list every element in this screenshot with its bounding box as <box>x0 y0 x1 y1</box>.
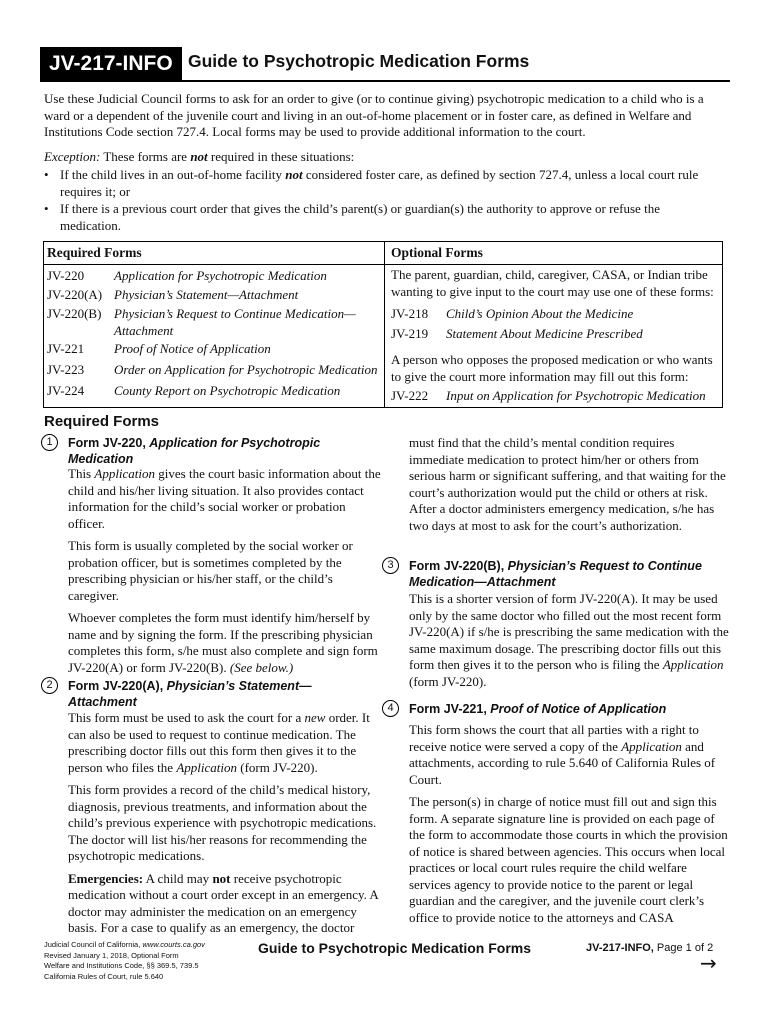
exception-bullet-2: • If there is a previous court order that gives the child’s parent(s) or guardian(s) the authority to approve or refuse the medication. <box>44 201 724 234</box>
item-2-body <box>68 710 383 943</box>
required-forms-header: Required Forms <box>47 245 142 260</box>
item-number-2: 2 <box>41 677 58 694</box>
table-divider <box>384 242 385 407</box>
table-row-name: Proof of Notice of Application <box>114 341 271 356</box>
item-1-paragraph-3: Whoever completes the form must identify him/herself by name and by signing the form. If the prescribing physician completes this form, s/he must also complete and sign form JV-220(A) or form JV-220(B). (See below.) <box>68 610 378 675</box>
title-bar <box>40 47 730 80</box>
exception-text: These forms are <box>100 149 191 164</box>
table-row-name: Order on Application for Psychotropic Medication <box>114 362 378 377</box>
forms-table <box>43 241 723 408</box>
page-title: Guide to Psychotropic Medication Forms <box>188 51 530 71</box>
table-header-rule <box>44 264 722 265</box>
exception-text-after: required in these situations: <box>207 149 355 164</box>
table-row-code: JV-220(B) <box>47 306 102 321</box>
form-number-badge: JV-217-INFO <box>40 47 182 80</box>
item-1-paragraph-1: This Application gives the court basic information about the child and his/her living situation. It also provides contact information for the child’s social worker or probation officer. <box>68 466 381 531</box>
item-2-paragraph-3: Emergencies: A child may not receive psychotropic medication without a court order except in an emergency. A doctor may administer the medication on an emergency basis. For a case to qualify as an emergency, the doctor <box>68 870 379 935</box>
exception-line <box>44 149 724 166</box>
item-4-paragraph-1: This form shows the court that all parties with a right to receive notice were served a copy of the Application and attachments, according to rule 5.640 of California Rules of Court. <box>409 722 716 787</box>
item-1-body <box>68 466 383 682</box>
exception-bullet-1: • If the child lives in an out-of-home facility not considered foster care, as defined by section 727.4, unless a local court rule requires it; or <box>44 167 724 200</box>
intro-paragraph: Use these Judicial Council forms to ask for an order to give (or to continue giving) psychotropic medication to a child who is a ward or a dependent of the juvenile court and living in an out-of-home placement or in foster care, as defined in Welfare and Institutions Code section 727.4. Local forms may be used to provide additional information to the court. <box>44 91 704 139</box>
item-2-heading: 2 Form JV-220(A), Physician’s Statement—Attachment <box>68 678 368 710</box>
table-row-code: JV-222 <box>391 388 429 403</box>
item-1-paragraph-2: This form is usually completed by the social worker or probation officer, but is sometimes completed by the prescribing physician or his/her staff, or the child’s caregiver. <box>68 538 353 603</box>
item-2-paragraph-2: This form provides a record of the child’s medical history, diagnosis, previous treatments, and information about the child’s previous experience with psychotropic medications. The doctor will list his/her reasons for recommending the psychotropic medications. <box>68 782 377 863</box>
table-row-name: Physician’s Statement—Attachment <box>114 287 299 302</box>
table-row-name: Application for Psychotropic Medication <box>114 268 327 283</box>
item-4-heading: 4 Form JV-221, Proof of Notice of Application <box>409 701 729 717</box>
section-heading: Required Forms <box>44 413 160 430</box>
footer-page-number: JV-217-INFO, Page 1 of 2 <box>586 942 714 954</box>
footer-citation: Judicial Council of California, www.courts.ca.gov Revised January 1, 2018, Optional Form Welfare and Institutions Code, §§ 369.5, 739.5 California Rules of Court, rule 5.640 <box>44 940 205 981</box>
next-page-arrow-icon: → <box>700 951 717 975</box>
table-row-name: Physician’s Request to Continue Medication—Attachment <box>114 306 356 338</box>
optional-forms-header: Optional Forms <box>391 245 483 260</box>
table-row-code: JV-218 <box>391 306 429 321</box>
exception-label: Exception: <box>44 149 101 164</box>
item-4-body <box>409 722 729 932</box>
title-rule <box>40 80 730 82</box>
item-3-body <box>409 591 729 696</box>
item-2-continued: must find that the child’s mental condition requires immediate medication to protect him/her or others from serious harm or significant suffering, and that waiting for the court’s authorization would put the child or others at risk. After a doctor administers emergency medication, s/he has two days at most to ask for the court’s authorization. <box>409 435 726 533</box>
item-3-heading: 3 Form JV-220(B), Physician’s Request to Continue Medication—Attachment <box>409 558 729 590</box>
item-number-4: 4 <box>382 700 399 717</box>
optional-intro: The parent, guardian, child, caregiver, CASA, or Indian tribe wanting to give input to the court may use one of these forms: <box>391 267 714 299</box>
table-row-code: JV-220(A) <box>47 287 103 302</box>
item-number-3: 3 <box>382 557 399 574</box>
item-4-paragraph-2: The person(s) in charge of notice must fill out and sign this form. A separate signature line is provided on each page of the form to accommodate those courts in which the provision of notice is shared between agencies. This occurs when local practices or local court rules require the child welfare services agency to provide notice to the parent or legal guardian and the caregiver, and the juvenile court clerk’s office to provide notice to the attorneys and CASA <box>409 794 728 925</box>
table-row-code: JV-219 <box>391 326 429 341</box>
item-3-paragraph-1: This is a shorter version of form JV-220(A). It may be used only by the same doctor who filled out the most recent form JV-220(A) if s/he is prescribing the same medication with the same maximum dosage. The prescribing doctor fills out this form then gives it to the person who is filing the Application (form JV-220). <box>409 591 729 689</box>
footer-title: Guide to Psychotropic Medication Forms <box>258 940 532 956</box>
table-row-code: JV-221 <box>47 341 85 356</box>
item-2-paragraph-1: This form must be used to ask the court for a new order. It can also be used to request to continue medication. The prescribing doctor fills out this form then gives it to the person who files the Application (form JV-220). <box>68 710 370 775</box>
table-row-code: JV-223 <box>47 362 85 377</box>
table-row-code: JV-224 <box>47 383 85 398</box>
item-1-heading: 1 Form JV-220, Application for Psychotropic Medication <box>68 435 368 467</box>
optional-oppose: A person who opposes the proposed medication or who wants to give the court more information may fill out this form: <box>391 352 713 384</box>
table-row-code: JV-220 <box>47 268 85 283</box>
table-row-name: Statement About Medicine Prescribed <box>446 326 643 341</box>
exception-not: not <box>190 149 208 164</box>
item-number-1: 1 <box>41 434 58 451</box>
table-row-name: Child’s Opinion About the Medicine <box>446 306 634 321</box>
table-row-name: County Report on Psychotropic Medication <box>114 383 341 398</box>
table-row-name: Input on Application for Psychotropic Medication <box>446 388 706 403</box>
